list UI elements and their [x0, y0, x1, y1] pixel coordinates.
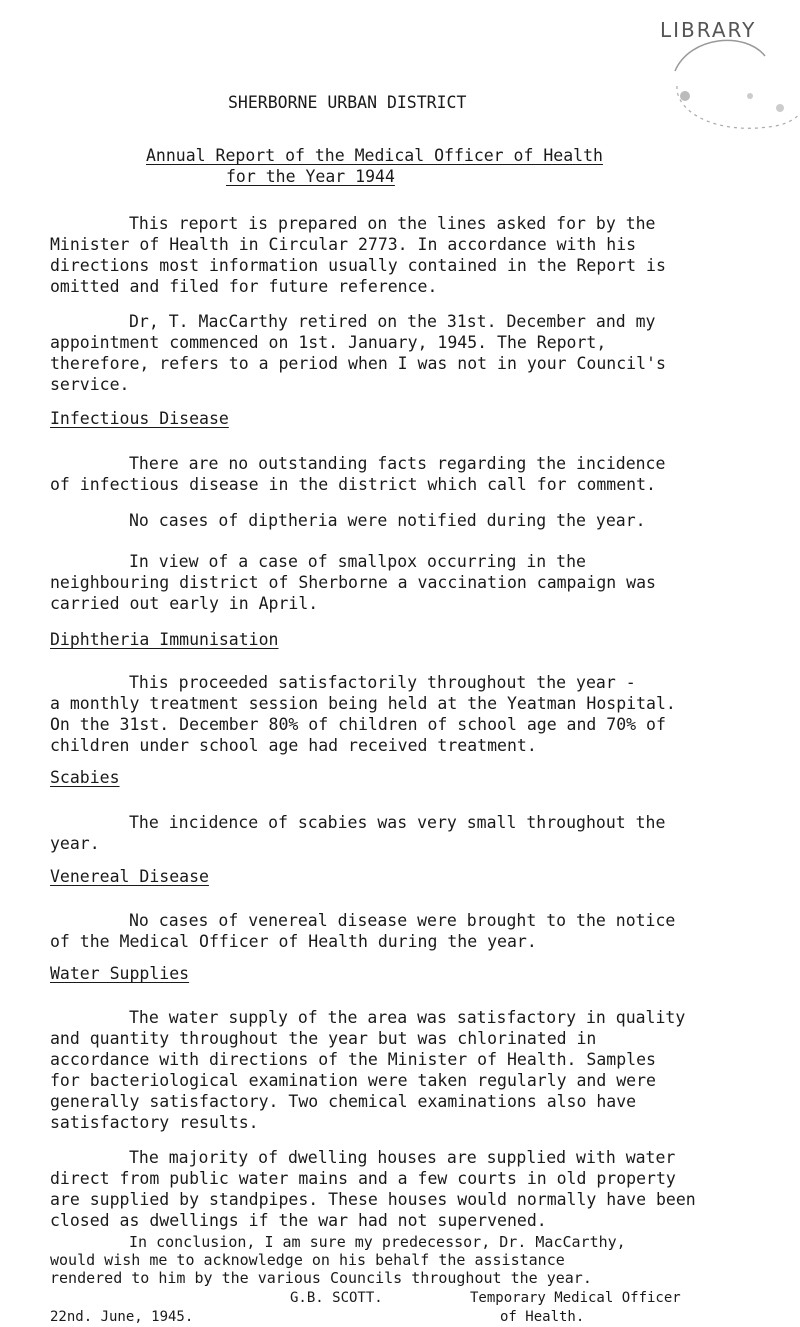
text-line: Dr, T. MacCarthy retired on the 31st. December and my	[129, 312, 656, 331]
text-line: of infectious disease in the district which call for comment.	[50, 475, 656, 494]
text-line: Minister of Health in Circular 2773. In accordance with his	[50, 235, 637, 254]
text-line: directions most information usually contained in the Report is	[50, 256, 666, 275]
signature-title-line-1: Temporary Medical Officer	[470, 1290, 681, 1306]
text-line: would wish me to acknowledge on his behalf the assistance	[50, 1251, 565, 1269]
text-line: and quantity throughout the year but was chlorinated in	[50, 1029, 597, 1048]
text-line: children under school age had received treatment.	[50, 736, 537, 755]
infectious-paragraph-1	[50, 453, 665, 495]
conclusion-paragraph	[50, 1233, 626, 1287]
infectious-paragraph-2	[50, 510, 646, 531]
text-line: This proceeded satisfactorily throughout the year -	[129, 673, 636, 692]
infectious-paragraph-3	[50, 551, 656, 614]
text-line: satisfactory results.	[50, 1113, 259, 1132]
text-line: are supplied by standpipes. These houses would normally have been	[50, 1190, 696, 1209]
text-line: direct from public water mains and a few courts in old property	[50, 1169, 676, 1188]
text-line: closed as dwellings if the war had not supervened.	[50, 1211, 547, 1230]
report-title-line-2: for the Year 1944	[226, 167, 395, 186]
intro-paragraph-1	[50, 213, 666, 297]
water-paragraph-2	[50, 1147, 696, 1231]
text-line: omitted and filed for future reference.	[50, 277, 438, 296]
text-line: No cases of diptheria were notified during the year.	[129, 511, 646, 530]
text-line: year.	[50, 834, 100, 853]
text-line: appointment commenced on 1st. January, 1945. The Report,	[50, 333, 607, 352]
section-heading-scabies: Scabies	[50, 768, 120, 787]
text-line: for bacteriological examination were taken regularly and were	[50, 1071, 656, 1090]
text-line: This report is prepared on the lines asked for by the	[129, 214, 656, 233]
signature-title-line-2: of Health.	[500, 1309, 585, 1325]
text-line: of the Medical Officer of Health during the year.	[50, 932, 537, 951]
text-line: In conclusion, I am sure my predecessor, Dr. MacCarthy,	[129, 1233, 626, 1251]
diphtheria-paragraph-1	[50, 672, 676, 756]
water-paragraph-1	[50, 1007, 685, 1133]
library-stamp-mark	[655, 26, 800, 141]
text-line: a monthly treatment session being held at the Yeatman Hospital.	[50, 694, 676, 713]
text-line: accordance with directions of the Minister of Health. Samples	[50, 1050, 656, 1069]
venereal-paragraph-1	[50, 910, 675, 952]
section-heading-venereal-disease: Venereal Disease	[50, 867, 209, 886]
intro-paragraph-2	[50, 311, 666, 395]
text-line: The water supply of the area was satisfactory in quality	[129, 1008, 686, 1027]
scabies-paragraph-1	[50, 812, 665, 854]
text-line: There are no outstanding facts regarding the incidence	[129, 454, 666, 473]
text-line: therefore, refers to a period when I was not in your Council's	[50, 354, 666, 373]
text-line: On the 31st. December 80% of children of school age and 70% of	[50, 715, 666, 734]
text-line: neighbouring district of Sherborne a vaccination campaign was	[50, 573, 656, 592]
section-heading-infectious-disease: Infectious Disease	[50, 409, 229, 428]
text-line: The incidence of scabies was very small throughout the	[129, 813, 666, 832]
text-line: rendered to him by the various Councils throughout the year.	[50, 1269, 592, 1287]
signature-date: 22nd. June, 1945.	[50, 1309, 194, 1325]
text-line: generally satisfactory. Two chemical examinations also have	[50, 1092, 637, 1111]
text-line: No cases of venereal disease were brought to the notice	[129, 911, 676, 930]
section-heading-water-supplies: Water Supplies	[50, 964, 190, 983]
text-line: carried out early in April.	[50, 594, 319, 613]
library-stamp-text: LIBRARY	[660, 18, 757, 42]
report-title-line-1: Annual Report of the Medical Officer of Health	[146, 146, 603, 165]
district-heading: SHERBORNE URBAN DISTRICT	[228, 93, 467, 112]
text-line: service.	[50, 375, 130, 394]
text-line: The majority of dwelling houses are supplied with water	[129, 1148, 676, 1167]
section-heading-diphtheria-immunisation: Diphtheria Immunisation	[50, 630, 279, 649]
text-line: In view of a case of smallpox occurring in the	[129, 552, 586, 571]
signature-name: G.B. SCOTT.	[290, 1290, 383, 1306]
